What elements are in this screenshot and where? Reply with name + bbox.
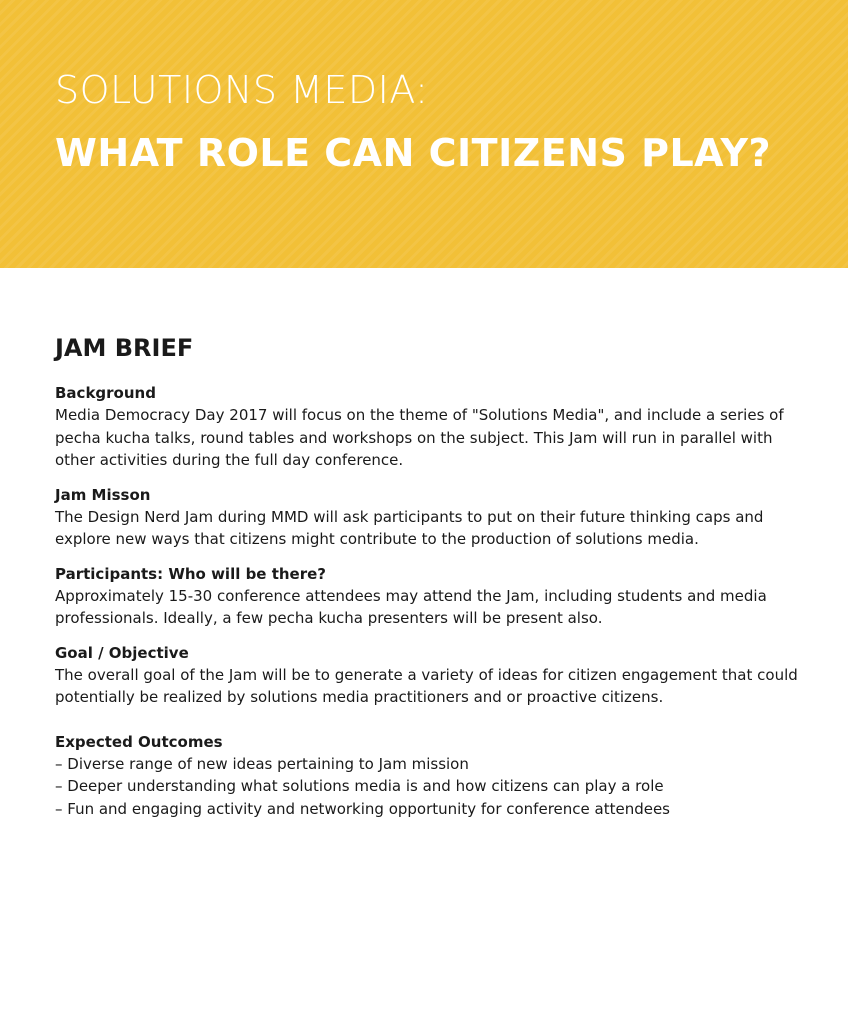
outcome-list-item: – Deeper understanding what solutions media is and how citizens can play a role: [55, 777, 664, 795]
jam-brief-title: JAM BRIEF: [55, 334, 194, 362]
jam-brief-content: [55, 332, 815, 832]
section-body: Media Democracy Day 2017 will focus on the theme of "Solutions Media", and include a series of pecha kucha talks, round tables and workshops on the subject. This Jam will run in parallel with other activities during the full day conference.: [55, 406, 784, 469]
section-heading: Goal / Objective: [55, 643, 189, 662]
section-goal-objective: [55, 642, 815, 709]
banner-title-line1: SOLUTIONS MEDIA:: [55, 68, 429, 112]
section-heading: Participants: Who will be there?: [55, 564, 326, 583]
section-body: Approximately 15-30 conference attendees may attend the Jam, including students and media professionals. Ideally, a few pecha kucha presenters will be present also.: [55, 586, 767, 627]
header-banner: [0, 0, 848, 268]
outcome-list-item: – Fun and engaging activity and networking opportunity for conference attendees: [55, 799, 670, 818]
section-heading: Jam Misson: [55, 485, 151, 504]
outcome-list-item: – Diverse range of new ideas pertaining to Jam mission: [55, 754, 469, 773]
section-heading: Background: [55, 384, 156, 402]
section-body: The overall goal of the Jam will be to generate a variety of ideas for citizen engagement that could potentially be realized by solutions media practitioners and or proactive citizens.: [55, 665, 798, 706]
section-background: [55, 382, 815, 472]
section-heading: Expected Outcomes: [55, 732, 223, 751]
section-jam-mission: [55, 484, 815, 551]
section-body: The Design Nerd Jam during MMD will ask participants to put on their future thinking caps and explore new ways that citizens might contribute to the production of solutions media.: [55, 507, 764, 548]
banner-title-line2: WHAT ROLE CAN CITIZENS PLAY?: [55, 131, 772, 175]
section-expected-outcomes: [55, 731, 815, 821]
section-participants: [55, 563, 815, 630]
